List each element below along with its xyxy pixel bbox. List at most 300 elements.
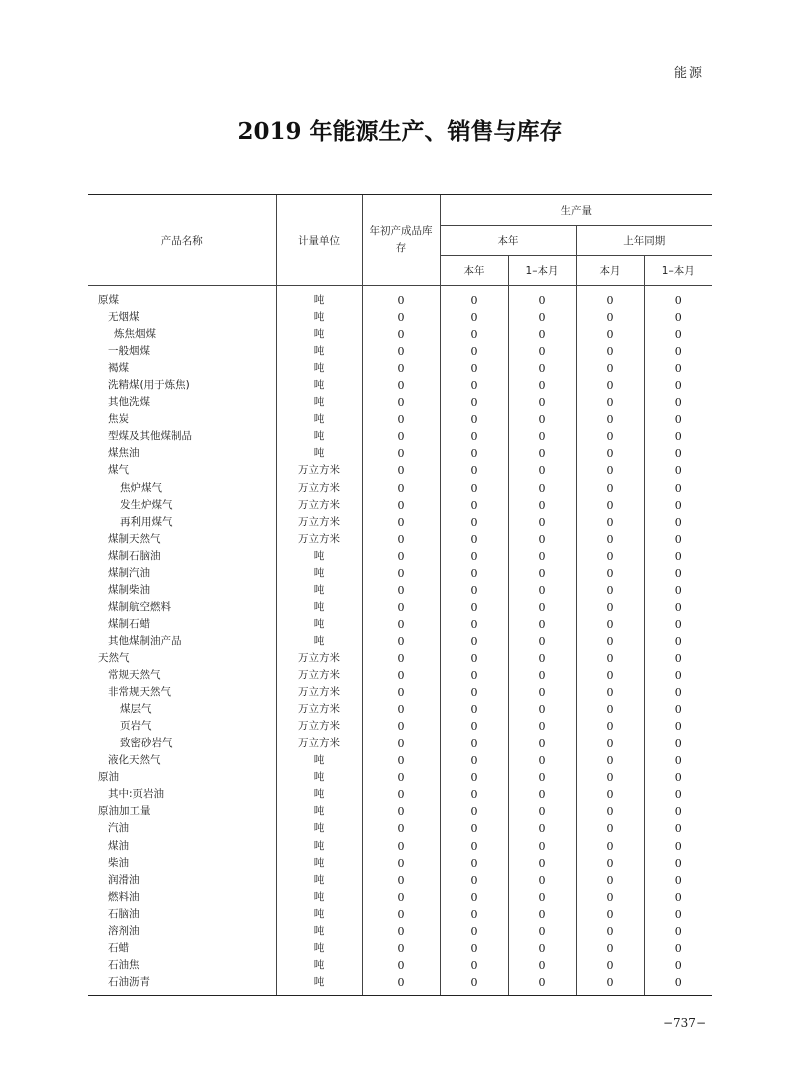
value-cell: 0 (508, 497, 576, 514)
value-cell: 0 (440, 582, 508, 599)
product-name-cell: 其他洗煤 (108, 396, 150, 409)
value-cell: 0 (440, 633, 508, 650)
product-name-cell: 柴油 (108, 856, 129, 869)
unit-cell: 万立方米 (276, 684, 362, 701)
value-cell: 0 (440, 394, 508, 411)
value-cell: 0 (508, 923, 576, 940)
product-name-cell: 焦炉煤气 (120, 481, 162, 494)
value-cell: 0 (440, 309, 508, 326)
table-row (88, 974, 712, 995)
value-cell: 0 (508, 820, 576, 837)
unit-cell: 吨 (276, 838, 362, 855)
value-cell: 0 (440, 462, 508, 479)
unit-cell: 吨 (276, 855, 362, 872)
value-cell: 0 (362, 326, 440, 343)
header-this-year-col-2: 1–本月 (508, 256, 576, 286)
value-cell: 0 (644, 582, 712, 599)
value-cell: 0 (644, 940, 712, 957)
unit-cell: 万立方米 (276, 514, 362, 531)
table-body (88, 286, 712, 995)
value-cell: 0 (576, 497, 644, 514)
value-cell: 0 (508, 803, 576, 820)
value-cell: 0 (508, 684, 576, 701)
table-row (88, 786, 712, 803)
value-cell: 0 (362, 616, 440, 633)
table-row (88, 309, 712, 326)
value-cell: 0 (508, 565, 576, 582)
value-cell: 0 (362, 872, 440, 889)
value-cell: 0 (440, 906, 508, 923)
value-cell: 0 (362, 855, 440, 872)
value-cell: 0 (644, 411, 712, 428)
value-cell: 0 (576, 565, 644, 582)
unit-cell: 吨 (276, 940, 362, 957)
value-cell: 0 (576, 906, 644, 923)
value-cell: 0 (508, 752, 576, 769)
value-cell: 0 (508, 735, 576, 752)
value-cell: 0 (362, 820, 440, 837)
unit-cell: 吨 (276, 889, 362, 906)
value-cell: 0 (576, 480, 644, 497)
value-cell: 0 (440, 445, 508, 462)
value-cell: 0 (440, 286, 508, 310)
value-cell: 0 (576, 684, 644, 701)
unit-cell: 吨 (276, 326, 362, 343)
unit-cell: 吨 (276, 582, 362, 599)
table-row (88, 957, 712, 974)
product-name-cell: 煤油 (108, 839, 129, 852)
unit-cell: 吨 (276, 752, 362, 769)
value-cell: 0 (644, 599, 712, 616)
value-cell: 0 (644, 633, 712, 650)
product-name-cell: 常规天然气 (108, 669, 161, 682)
value-cell: 0 (440, 957, 508, 974)
header-unit: 计量单位 (276, 195, 362, 286)
table-row (88, 838, 712, 855)
value-cell: 0 (644, 838, 712, 855)
value-cell: 0 (576, 309, 644, 326)
value-cell: 0 (644, 531, 712, 548)
unit-cell: 吨 (276, 786, 362, 803)
table-row (88, 411, 712, 428)
value-cell: 0 (644, 514, 712, 531)
table-row (88, 889, 712, 906)
unit-cell: 吨 (276, 906, 362, 923)
value-cell: 0 (362, 531, 440, 548)
table-row (88, 326, 712, 343)
value-cell: 0 (508, 633, 576, 650)
header-this-year: 本年 (440, 226, 576, 256)
value-cell: 0 (440, 531, 508, 548)
product-name-cell: 天然气 (98, 652, 130, 664)
product-name-cell: 煤层气 (120, 703, 152, 716)
value-cell: 0 (440, 616, 508, 633)
value-cell: 0 (362, 769, 440, 786)
header-product-name: 产品名称 (88, 195, 276, 286)
product-name-cell: 一般烟煤 (108, 345, 150, 358)
value-cell: 0 (440, 889, 508, 906)
value-cell: 0 (508, 838, 576, 855)
value-cell: 0 (440, 377, 508, 394)
value-cell: 0 (362, 286, 440, 310)
unit-cell: 吨 (276, 394, 362, 411)
value-cell: 0 (644, 786, 712, 803)
value-cell: 0 (440, 411, 508, 428)
value-cell: 0 (576, 769, 644, 786)
value-cell: 0 (576, 974, 644, 995)
unit-cell: 万立方米 (276, 650, 362, 667)
value-cell: 0 (644, 326, 712, 343)
value-cell: 0 (576, 889, 644, 906)
value-cell: 0 (508, 377, 576, 394)
value-cell: 0 (362, 565, 440, 582)
value-cell: 0 (440, 480, 508, 497)
table-row (88, 820, 712, 837)
value-cell: 0 (576, 718, 644, 735)
value-cell: 0 (440, 701, 508, 718)
value-cell: 0 (362, 803, 440, 820)
value-cell: 0 (576, 531, 644, 548)
table-row (88, 360, 712, 377)
product-name-cell: 煤制石脑油 (108, 549, 161, 562)
page-title: 2019 年能源生产、销售与库存 (237, 118, 563, 145)
product-name-cell: 其他煤制油产品 (108, 634, 182, 647)
value-cell: 0 (440, 974, 508, 995)
table-row (88, 752, 712, 769)
value-cell: 0 (644, 735, 712, 752)
value-cell: 0 (508, 445, 576, 462)
product-name-cell: 煤制航空燃料 (108, 600, 171, 613)
value-cell: 0 (644, 701, 712, 718)
value-cell: 0 (440, 548, 508, 565)
product-name-cell: 原煤 (98, 294, 119, 307)
value-cell: 0 (644, 803, 712, 820)
product-name-cell: 非常规天然气 (108, 686, 171, 699)
value-cell: 0 (362, 497, 440, 514)
value-cell: 0 (644, 752, 712, 769)
unit-cell: 万立方米 (276, 480, 362, 497)
product-name-cell: 洗精煤(用于炼焦) (108, 379, 190, 392)
unit-cell: 吨 (276, 309, 362, 326)
product-name-cell: 炼焦烟煤 (114, 328, 156, 341)
table-row (88, 480, 712, 497)
unit-cell: 吨 (276, 428, 362, 445)
value-cell: 0 (508, 309, 576, 326)
unit-cell: 吨 (276, 343, 362, 360)
value-cell: 0 (644, 377, 712, 394)
value-cell: 0 (508, 889, 576, 906)
value-cell: 0 (362, 974, 440, 995)
value-cell: 0 (508, 872, 576, 889)
unit-cell: 吨 (276, 286, 362, 310)
value-cell: 0 (508, 514, 576, 531)
value-cell: 0 (508, 957, 576, 974)
product-name-cell: 煤制汽油 (108, 566, 150, 579)
value-cell: 0 (440, 497, 508, 514)
table-row (88, 497, 712, 514)
unit-cell: 吨 (276, 923, 362, 940)
value-cell: 0 (644, 769, 712, 786)
value-cell: 0 (362, 514, 440, 531)
header-opening-stock (362, 195, 440, 286)
header-this-year-col-1: 本年 (440, 256, 508, 286)
value-cell: 0 (508, 786, 576, 803)
value-cell: 0 (644, 974, 712, 995)
value-cell: 0 (440, 343, 508, 360)
product-name-cell: 汽油 (108, 822, 129, 835)
table-row (88, 940, 712, 957)
value-cell: 0 (644, 616, 712, 633)
value-cell: 0 (508, 599, 576, 616)
header-opening-stock-label: 年初产成品库存 (369, 225, 433, 254)
value-cell: 0 (576, 514, 644, 531)
value-cell: 0 (576, 735, 644, 752)
value-cell: 0 (440, 565, 508, 582)
value-cell: 0 (440, 803, 508, 820)
value-cell: 0 (440, 820, 508, 837)
value-cell: 0 (508, 718, 576, 735)
value-cell: 0 (576, 752, 644, 769)
value-cell: 0 (576, 377, 644, 394)
value-cell: 0 (440, 667, 508, 684)
value-cell: 0 (644, 820, 712, 837)
product-name-cell: 石蜡 (108, 941, 129, 954)
table-row (88, 735, 712, 752)
product-name-cell: 其中:页岩油 (108, 788, 165, 801)
table-row (88, 514, 712, 531)
value-cell: 0 (362, 923, 440, 940)
unit-cell: 万立方米 (276, 497, 362, 514)
value-cell: 0 (508, 480, 576, 497)
value-cell: 0 (440, 940, 508, 957)
value-cell: 0 (440, 855, 508, 872)
value-cell: 0 (644, 684, 712, 701)
table-row (88, 531, 712, 548)
value-cell: 0 (644, 872, 712, 889)
unit-cell: 万立方米 (276, 735, 362, 752)
header-last-year-col-1: 本月 (576, 256, 644, 286)
value-cell: 0 (362, 599, 440, 616)
product-name-cell: 煤制石蜡 (108, 617, 150, 630)
value-cell: 0 (362, 752, 440, 769)
value-cell: 0 (644, 565, 712, 582)
value-cell: 0 (362, 940, 440, 957)
value-cell: 0 (576, 701, 644, 718)
value-cell: 0 (440, 514, 508, 531)
value-cell: 0 (362, 548, 440, 565)
value-cell: 0 (576, 957, 644, 974)
value-cell: 0 (508, 974, 576, 995)
unit-cell: 吨 (276, 872, 362, 889)
value-cell: 0 (508, 360, 576, 377)
value-cell: 0 (362, 394, 440, 411)
value-cell: 0 (362, 701, 440, 718)
value-cell: 0 (508, 701, 576, 718)
value-cell: 0 (576, 599, 644, 616)
product-name-cell: 原油 (98, 771, 119, 784)
value-cell: 0 (644, 480, 712, 497)
energy-table-container (88, 194, 712, 996)
product-name-cell: 煤焦油 (108, 447, 140, 460)
value-cell: 0 (576, 667, 644, 684)
product-name-cell: 溶剂油 (108, 924, 140, 937)
value-cell: 0 (576, 394, 644, 411)
unit-cell: 吨 (276, 445, 362, 462)
value-cell: 0 (440, 872, 508, 889)
product-name-cell: 石油焦 (108, 958, 140, 971)
value-cell: 0 (362, 957, 440, 974)
value-cell: 0 (644, 445, 712, 462)
table-row (88, 701, 712, 718)
product-name-cell: 煤气 (108, 464, 129, 477)
value-cell: 0 (576, 650, 644, 667)
unit-cell: 吨 (276, 616, 362, 633)
value-cell: 0 (440, 923, 508, 940)
unit-cell: 吨 (276, 633, 362, 650)
value-cell: 0 (576, 462, 644, 479)
unit-cell: 吨 (276, 820, 362, 837)
value-cell: 0 (362, 360, 440, 377)
value-cell: 0 (576, 923, 644, 940)
product-name-cell: 再利用煤气 (120, 515, 173, 528)
value-cell: 0 (644, 343, 712, 360)
value-cell: 0 (508, 616, 576, 633)
table-row (88, 684, 712, 701)
value-cell: 0 (576, 326, 644, 343)
header-production: 生产量 (440, 195, 712, 226)
unit-cell: 吨 (276, 769, 362, 786)
product-name-cell: 型煤及其他煤制品 (108, 430, 192, 443)
value-cell: 0 (644, 462, 712, 479)
table-row (88, 650, 712, 667)
unit-cell: 吨 (276, 548, 362, 565)
table-row (88, 906, 712, 923)
value-cell: 0 (576, 286, 644, 310)
value-cell: 0 (576, 803, 644, 820)
table-row (88, 394, 712, 411)
unit-cell: 万立方米 (276, 718, 362, 735)
table-row (88, 565, 712, 582)
value-cell: 0 (440, 360, 508, 377)
product-name-cell: 燃料油 (108, 890, 140, 903)
product-name-cell: 煤制柴油 (108, 583, 150, 596)
value-cell: 0 (362, 480, 440, 497)
unit-cell: 吨 (276, 411, 362, 428)
value-cell: 0 (362, 633, 440, 650)
unit-cell: 吨 (276, 565, 362, 582)
value-cell: 0 (362, 462, 440, 479)
value-cell: 0 (644, 360, 712, 377)
table-row (88, 286, 712, 310)
value-cell: 0 (644, 718, 712, 735)
product-name-cell: 煤制天然气 (108, 532, 161, 545)
unit-cell: 吨 (276, 957, 362, 974)
value-cell: 0 (576, 786, 644, 803)
table-row (88, 599, 712, 616)
value-cell: 0 (644, 650, 712, 667)
value-cell: 0 (644, 497, 712, 514)
product-name-cell: 润滑油 (108, 873, 140, 886)
value-cell: 0 (576, 616, 644, 633)
value-cell: 0 (440, 735, 508, 752)
page-number: −737− (662, 1016, 706, 1030)
energy-table (88, 194, 712, 995)
product-name-cell: 焦炭 (108, 413, 129, 426)
value-cell: 0 (362, 411, 440, 428)
table-row (88, 616, 712, 633)
value-cell: 0 (576, 820, 644, 837)
product-name-cell: 石油沥青 (108, 975, 150, 988)
value-cell: 0 (440, 718, 508, 735)
table-row (88, 718, 712, 735)
value-cell: 0 (644, 923, 712, 940)
value-cell: 0 (644, 855, 712, 872)
value-cell: 0 (508, 531, 576, 548)
unit-cell: 吨 (276, 599, 362, 616)
value-cell: 0 (440, 684, 508, 701)
value-cell: 0 (362, 718, 440, 735)
value-cell: 0 (644, 906, 712, 923)
unit-cell: 万立方米 (276, 462, 362, 479)
table-row (88, 803, 712, 820)
table-header (88, 195, 712, 286)
value-cell: 0 (644, 286, 712, 310)
value-cell: 0 (508, 326, 576, 343)
value-cell: 0 (508, 940, 576, 957)
value-cell: 0 (576, 360, 644, 377)
value-cell: 0 (440, 752, 508, 769)
table-row (88, 428, 712, 445)
value-cell: 0 (576, 343, 644, 360)
table-bottom-rule (88, 995, 712, 996)
unit-cell: 万立方米 (276, 667, 362, 684)
table-row (88, 462, 712, 479)
product-name-cell: 发生炉煤气 (120, 498, 173, 511)
value-cell: 0 (508, 769, 576, 786)
value-cell: 0 (362, 582, 440, 599)
value-cell: 0 (362, 650, 440, 667)
product-name-cell: 致密砂岩气 (120, 737, 173, 750)
value-cell: 0 (362, 309, 440, 326)
value-cell: 0 (508, 462, 576, 479)
table-row (88, 769, 712, 786)
value-cell: 0 (362, 445, 440, 462)
product-name-cell: 原油加工量 (98, 805, 151, 818)
product-name-cell: 褐煤 (108, 362, 129, 375)
value-cell: 0 (508, 394, 576, 411)
product-name-cell: 液化天然气 (108, 754, 161, 767)
product-name-cell: 无烟煤 (108, 311, 140, 324)
value-cell: 0 (508, 548, 576, 565)
table-row (88, 855, 712, 872)
value-cell: 0 (362, 667, 440, 684)
section-header: 能源 (673, 66, 704, 81)
value-cell: 0 (508, 411, 576, 428)
unit-cell: 吨 (276, 360, 362, 377)
table-row (88, 923, 712, 940)
value-cell: 0 (576, 411, 644, 428)
table-row (88, 377, 712, 394)
value-cell: 0 (362, 428, 440, 445)
table-row (88, 548, 712, 565)
header-last-year: 上年同期 (576, 226, 712, 256)
value-cell: 0 (576, 838, 644, 855)
table-row (88, 445, 712, 462)
value-cell: 0 (576, 855, 644, 872)
table-row (88, 633, 712, 650)
value-cell: 0 (576, 940, 644, 957)
value-cell: 0 (440, 838, 508, 855)
